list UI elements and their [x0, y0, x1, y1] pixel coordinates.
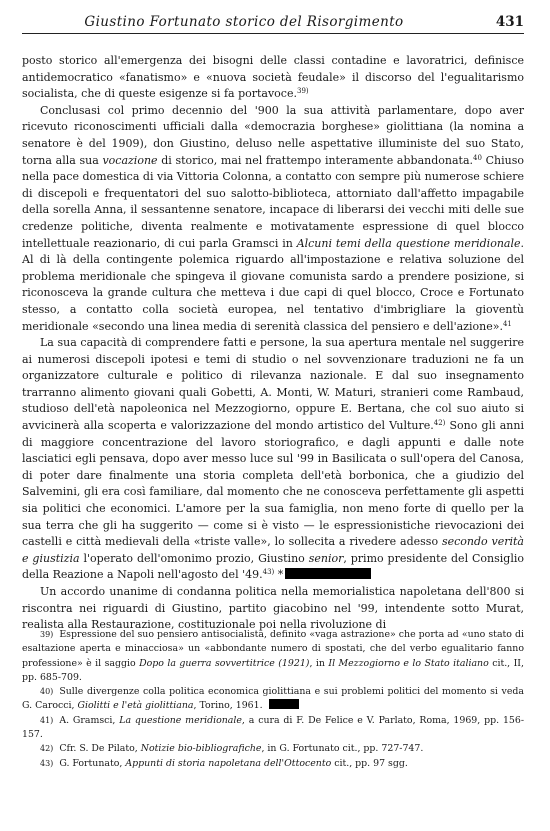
paragraph-2-text-c: Chiuso nella pace domestica di via Vittoria Colonna, a contatto con sempre più numerose schiere di discepoli e frequentatori del suo salotto-biblioteca, attorniato dall'affetto impagabile della sorella Anna, il sessantenne senatore, incapace di liberarsi dei vecchi miti delle sue credenze politiche, diventa realmente e motivatamente espressione di quel blocco intellettuale reazionario, di cui parla Gramsci in: [22, 153, 524, 250]
paragraph-2: [22, 103, 524, 335]
footnote-40: [22, 685, 524, 714]
paragraph-1: [22, 53, 524, 103]
paragraph-2-text-b: di storico, mai nel frattempo interamente abbandonata.: [157, 153, 474, 167]
footnote-ref-41: 41: [502, 319, 512, 328]
footnote-41-mark: 41): [40, 715, 54, 725]
footnote-40-italic: Giolitti e l'età giolittiana: [77, 700, 194, 712]
main-text: [22, 53, 524, 634]
footnote-42-text-b: , in G. Fortunato cit., pp. 727-747.: [261, 743, 424, 755]
footnote-ref-40: 40: [473, 153, 482, 162]
footnote-40-text-b: , Torino, 1961.: [193, 700, 263, 712]
footnote-43-italic: Appunti di storia napoletana dell'Ottocento: [125, 757, 332, 769]
footnote-39: [22, 628, 524, 685]
footnote-40-text-a: Sulle divergenze colla politica economica giolittiana e sui problemi politici del momento si veda G. Carocci,: [22, 686, 524, 712]
footnote-40-mark: 40): [40, 687, 54, 697]
footnote-43: [22, 757, 524, 771]
paragraph-3-italic-2: senior: [308, 551, 344, 565]
asterisk-mark: *: [277, 568, 284, 582]
paragraph-3-text-c: l'operato dell'omonimo prozio, Giustino: [79, 551, 309, 565]
footnotes: [22, 628, 524, 771]
footnote-43-text-b: cit., pp. 97 sgg.: [331, 757, 408, 769]
redaction-bar-small: [269, 699, 299, 709]
footnote-39-text-b: , in: [309, 657, 329, 669]
footnote-41-italic: La questione meridionale: [119, 714, 242, 726]
footnote-41: [22, 714, 524, 743]
footnote-39-italic-2: Il Mezzogiorno e lo Stato italiano: [328, 657, 489, 669]
paragraph-1-text: posto storico all'emergenza dei bisogni delle classi contadine e lavoratrici, definisce antidemocratico «fanatismo» e «nuova società feudale» il discorso del l'egualitarismo socialista, che di queste esigenze si fa portavoce.: [22, 54, 524, 101]
footnote-41-text-b: , a cura di F. De Felice e V. Parlato, Roma, 1969, pp. 156-157.: [22, 714, 525, 741]
paragraph-2-italic-1: vocazione: [102, 153, 158, 167]
footnote-42-mark: 42): [40, 744, 54, 754]
footnote-39-italic-1: Dopo la guerra sovvertitrice (1921): [139, 657, 310, 669]
running-head: [24, 14, 524, 34]
paragraph-3-italic-1: secondo verità e giustizia: [22, 535, 524, 565]
page-number: 431: [495, 14, 524, 30]
footnote-ref-39: 39): [296, 87, 309, 96]
paragraph-4-text: Un accordo unanime di condanna politica nella memorialistica napoletana dell'800 si riscontra nei riguardi di Giustino, partito giacobino nel '99, intendente sotto Murat, realista alla Restaurazione, costituzionale poi nella rivoluzione di: [22, 585, 524, 632]
footnote-39-text-a: Espressione del suo pensiero antisocialista, definito «vaga astrazione» che porta ad «uno stato di esaltazione aperta e minacciosa» un «abbondante numero di spostati, che del verbo egualitario fanno professione» è il saggio: [22, 629, 524, 669]
footnote-42: [22, 742, 524, 756]
redaction-bar: [285, 568, 371, 579]
paragraph-2-text-d: . Al di là della contingente polemica riguardo all'impostazione e relativa soluzione del problema meridionale che spingeva il giovane comunista sardo a prendere posizione, si riconosceva la grande cultura che metteva i due capi di quel blocco, Croce e Fortunato stesso, a contatto colla società europea, nel tentativo d'imbrigliare la gioventù meridionale «secondo una linea media di serenità classica del pensiero e dell'azione».: [22, 236, 524, 333]
footnote-ref-42: 42): [433, 419, 446, 428]
footnote-43-mark: 43): [40, 758, 54, 768]
footnote-ref-43: 43): [262, 568, 275, 577]
paragraph-3-text-d: , primo presidente del Consiglio della Reazione a Napoli nell'agosto del '49.: [22, 551, 524, 582]
paragraph-3: [22, 335, 524, 584]
footnote-43-text-a: G. Fortunato,: [59, 757, 126, 769]
running-title: Giustino Fortunato storico del Risorgimento: [84, 14, 404, 30]
footnote-41-text-a: A. Gramsci,: [59, 714, 120, 726]
paragraph-4: [22, 584, 524, 634]
paragraph-2-italic-2: Alcuni temi della questione meridionale: [296, 236, 521, 250]
footnote-42-text-a: Cfr. S. De Pilato,: [59, 743, 141, 755]
footnote-42-italic: Notizie bio-bibliografiche: [140, 743, 262, 755]
paragraph-2-text-a: Conclusasi col primo decennio del '900 la sua attività parlamentare, dopo aver ricevuto riconoscimenti ufficiali dalla «democrazia borghese» giolittiana (la nomina a senatore è del 1909), don Giustino, deluso nelle aspettative illuministe del suo Stato, torna alla sua: [22, 103, 524, 167]
header-rule: [22, 33, 524, 34]
paragraph-3-text-b: Sono gli anni di maggiore concentrazione del lavoro storiografico, e dagli appunti e dalle note lasciatici egli pensava, dopo aver messo luce sul '99 in Basilicata o sull'opera del Canosa, di poter dare finalmente una storia completa dell'età borbonica, che a giudizio del Salvemini, gli era così familiare, dal momento che ne conosceva perfettamente gli aspetti sia politici che economici. L'amore per la sua famiglia, non meno forte di quello per la sua terra che gli ha suggerito — come si è visto — le espressionistiche rievocazioni dei castelli e città medievali della «triste valle», lo sollecita a rivedere adesso: [22, 419, 524, 549]
paragraph-3-text-a: La sua capacità di comprendere fatti e persone, la sua apertura mentale nel suggerire ai numerosi discepoli ipotesi e temi di studio o nel sovvenzionare traduzioni ne fa un organizzatore culturale e politico di rilevanza nazionale. E dal suo insegnamento trarranno alimento giovani quali Gobetti, A. Monti, W. Maturi, stranieri come Rambaud, studioso dell'età napoleonica nel Mezzogiorno, oppure E. Bertana, che col suo aiuto si avvicinerà alla scoperta e valorizzazione del mondo artistico del Vulture.: [22, 336, 524, 433]
footnote-39-text-c: cit., II, pp. 685-709.: [22, 657, 524, 683]
footnote-39-mark: 39): [40, 630, 54, 639]
